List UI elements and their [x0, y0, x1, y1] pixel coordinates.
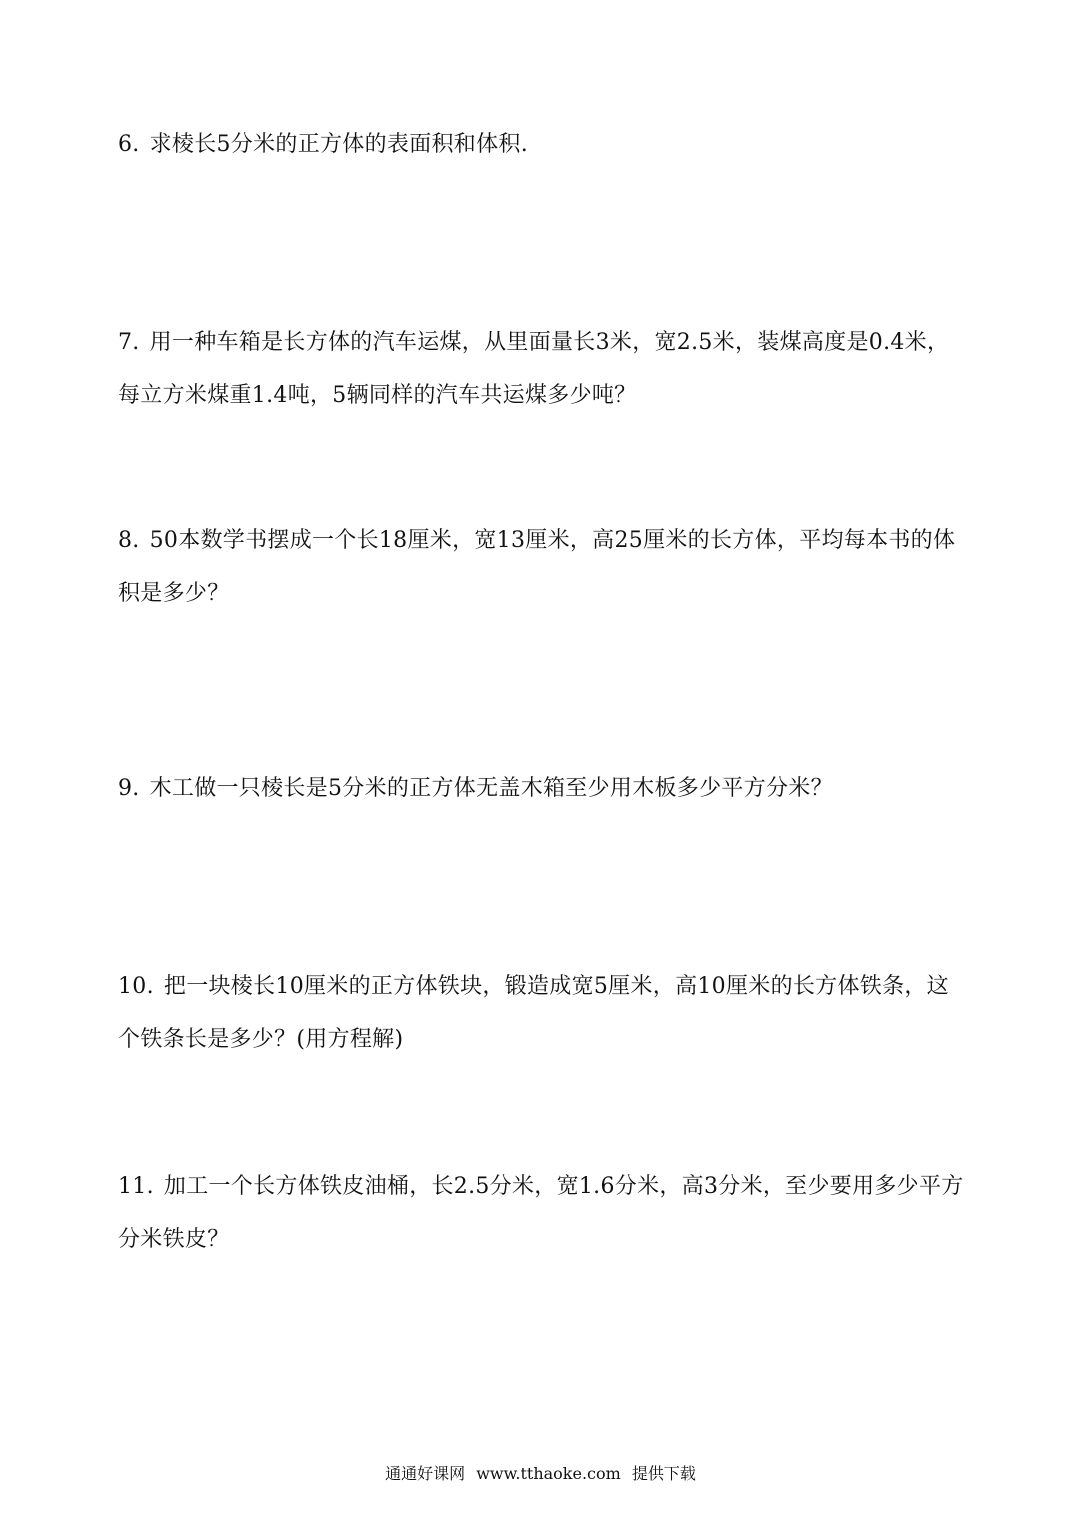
question-text: 用一种车箱是长方体的汽车运煤，从里面量长3米，宽2.5米，装煤高度是0.4米，每立方米煤重1.4吨，5辆同样的汽车共运煤多少吨？: [118, 330, 950, 408]
footer-note: 提供下载: [631, 1464, 696, 1483]
question-number: 6.: [118, 132, 140, 157]
question-7: [118, 316, 968, 422]
question-9: [118, 762, 968, 815]
question-number: 10.: [118, 974, 154, 999]
footer-url[interactable]: www.tthaoke.com: [476, 1464, 621, 1483]
question-text: 50本数学书摆成一个长18厘米，宽13厘米，高25厘米的长方体，平均每本书的体积是多少？: [118, 528, 956, 606]
question-10: [118, 960, 968, 1066]
question-6: [118, 118, 968, 171]
question-number: 7.: [118, 330, 140, 355]
footer-site-name: 通通好课网: [385, 1464, 466, 1483]
question-text: 木工做一只棱长是5分米的正方体无盖木箱至少用木板多少平方分米？: [149, 776, 833, 801]
question-number: 8.: [118, 528, 140, 553]
page-footer: [0, 1462, 1081, 1486]
question-text: 把一块棱长10厘米的正方体铁块，锻造成宽5厘米，高10厘米的长方体铁条，这个铁条长是多少？(用方程解): [118, 974, 949, 1052]
question-text: 求棱长5分米的正方体的表面积和体积.: [149, 132, 528, 157]
question-text: 加工一个长方体铁皮油桶，长2.5分米，宽1.6分米，高3分米，至少要用多少平方分米铁皮？: [118, 1174, 964, 1252]
question-number: 9.: [118, 776, 140, 801]
question-8: [118, 514, 968, 620]
question-11: [118, 1160, 968, 1266]
question-number: 11.: [118, 1174, 154, 1199]
